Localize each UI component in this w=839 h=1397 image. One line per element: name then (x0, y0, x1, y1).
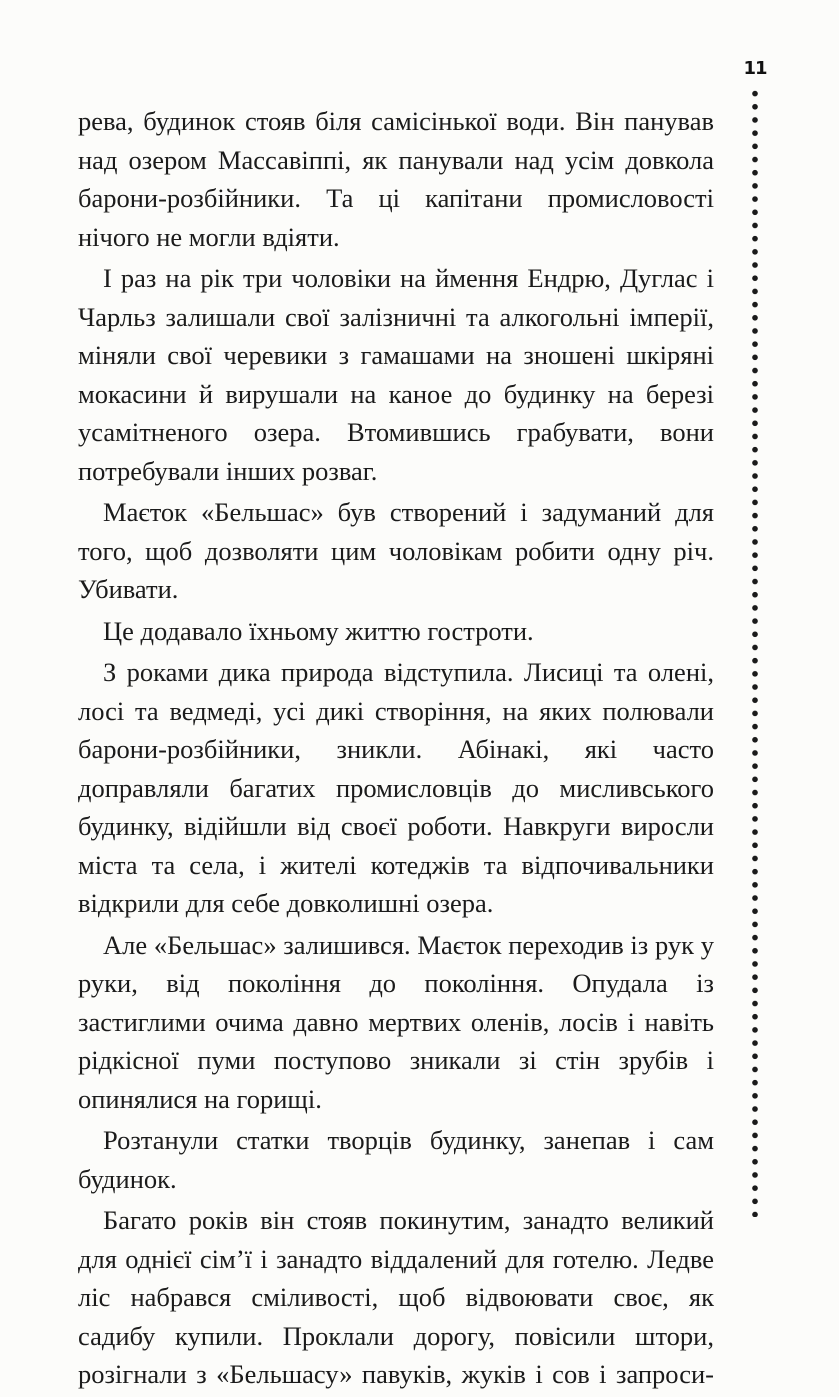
paragraph: І раз на рік три чоловіки на ймення Ендрю, Дуглас і Чарльз залишали свої залізничні та алкогольні імперії, міняли свої черевики з гамашами на зношені шкіряні мокасини й вирушали на каное до будинку на березі усамітненого озера. Втомившись грабувати, вони потребували інших розваг. (78, 263, 714, 486)
body-text (78, 102, 714, 1397)
paragraph: Розтанули статки творців будинку, занепав і сам будинок. (78, 1125, 714, 1194)
paragraph: Багато років він стояв покинутим, занадто великий для однієї сім’ї і занадто віддалений для готелю. Ледве ліс набрався сміливості, щоб відвоювати своє, як садибу купили. Проклали дорогу, повісили штори, розігнали з «Бельшасу» павуків, жуків і сов і запроси- (78, 1205, 714, 1389)
paragraph: Це додавало їхньому життю гостроти. (103, 615, 534, 646)
dotted-margin-rule (751, 87, 759, 1217)
paragraph: рева, будинок стояв біля самісінької води. Він панував над озером Массавіппі, як панували над усім довкола барони-розбійники. Та ці капітани промисловості нічого не могли вдіяти. (78, 106, 714, 252)
paragraph: Але «Бельшас» залишився. Маєток переходив із рук у руки, від покоління до покоління. Опудала із застиглими очима давно мертвих оленів, лосів і навіть рідкісної пуми поступово зникали зі стін зрубів і опинялися на горищі. (78, 929, 714, 1114)
page-number: 11 (743, 58, 767, 79)
paragraph: З роками дика природа відступила. Лисиці та олені, лосі та ведмеді, усі дикі створіння, на яких полювали барони-розбійники, зникли. Абінакі, які часто доправляли багатих промисловців до мисливського будинку, відійшли від своєї роботи. Навкруги виросли міста та села, і жителі котеджів та відпочивальники відкрили для себе довколишні озера. (78, 657, 714, 918)
paragraph: Маєток «Бельшас» був створений і задуманий для того, щоб дозволяти цим чоловікам робити одну річ. Убивати. (78, 497, 714, 604)
